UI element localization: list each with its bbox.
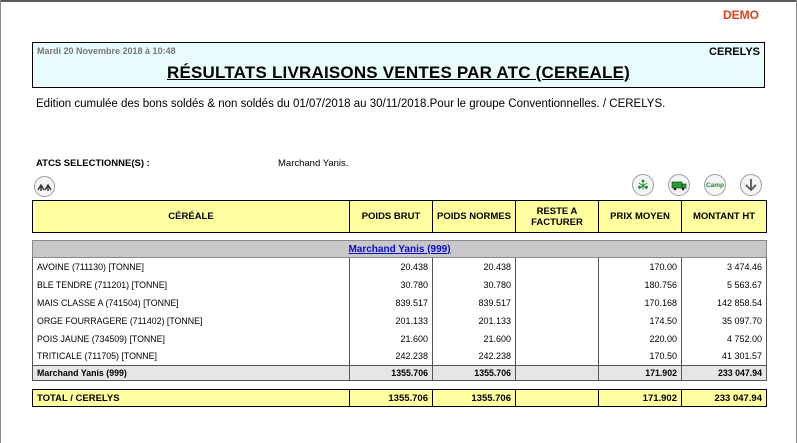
atc-selection-label: ATCS SELECTIONNE(S) : — [36, 158, 150, 169]
cell-prix: 170.168 — [599, 294, 682, 312]
subtotal-prix: 171.902 — [599, 366, 682, 381]
download-arrow-icon[interactable] — [740, 174, 762, 196]
subtotal-montant: 233 047.94 — [682, 366, 767, 381]
excel-snowflake-icon[interactable] — [632, 174, 654, 196]
group-row — [33, 241, 767, 258]
cell-prix: 180.756 — [599, 276, 682, 294]
subtotal-poids-brut: 1355.706 — [350, 366, 433, 381]
column-header-reste-a-facturer: RESTE A FACTURER — [516, 201, 599, 233]
organization-name: CERELYS — [709, 46, 760, 58]
cell-prix: 220.00 — [599, 330, 682, 348]
cell-prix: 170.50 — [599, 348, 682, 366]
cell-montant: 41 301.57 — [682, 348, 767, 366]
cell-poids-normes: 242.238 — [433, 348, 516, 366]
window-left-border — [0, 0, 1, 443]
total-reste — [516, 390, 599, 407]
cell-poids-brut: 21.600 — [350, 330, 433, 348]
table-row — [33, 276, 767, 294]
cell-poids-brut: 20.438 — [350, 258, 433, 276]
cell-poids-brut: 839.517 — [350, 294, 433, 312]
total-poids-normes: 1355.706 — [433, 390, 516, 407]
page-title: RÉSULTATS LIVRAISONS VENTES PAR ATC (CEREALE) — [167, 63, 630, 82]
table-row — [33, 348, 767, 366]
cell-reste — [516, 312, 599, 330]
cell-cereale: ORGE FOURRAGERE (711402) [TONNE] — [33, 312, 350, 330]
table-row — [33, 330, 767, 348]
column-header-montant-ht: MONTANT HT — [682, 201, 767, 233]
column-header-cereale: CÉRÉALE — [33, 201, 350, 233]
total-label: TOTAL / CERELYS — [33, 390, 350, 407]
cell-montant: 4 752.00 — [682, 330, 767, 348]
cell-cereale: POIS JAUNE (734509) [TONNE] — [33, 330, 350, 348]
report-header — [32, 42, 765, 88]
cell-cereale: MAIS CLASSE A (741504) [TONNE] — [33, 294, 350, 312]
demo-watermark: DEMO — [723, 8, 759, 22]
report-subtitle: Edition cumulée des bons soldés & non soldés du 01/07/2018 au 30/11/2018.Pour le groupe Conventionnelles. / CERELYS. — [36, 98, 666, 110]
truck-icon[interactable] — [668, 174, 690, 196]
cell-poids-brut: 242.238 — [350, 348, 433, 366]
cell-cereale: BLE TENDRE (711201) [TONNE] — [33, 276, 350, 294]
cell-prix: 170.00 — [599, 258, 682, 276]
report-date: Mardi 20 Novembre 2018 à 10:48 — [37, 46, 176, 56]
cell-poids-normes: 201.133 — [433, 312, 516, 330]
total-poids-brut: 1355.706 — [350, 390, 433, 407]
cell-poids-brut: 30.780 — [350, 276, 433, 294]
cell-montant: 5 563.67 — [682, 276, 767, 294]
cell-montant: 3 474.46 — [682, 258, 767, 276]
table-header-row — [33, 201, 767, 233]
double-chevron-up-icon[interactable] — [34, 176, 55, 197]
cell-reste — [516, 258, 599, 276]
cell-poids-normes: 21.600 — [433, 330, 516, 348]
window-top-border — [0, 0, 797, 2]
column-header-poids-normes: POIDS NORMES — [433, 201, 516, 233]
cell-reste — [516, 276, 599, 294]
cell-reste — [516, 348, 599, 366]
column-header-poids-brut: POIDS BRUT — [350, 201, 433, 233]
cell-poids-normes: 20.438 — [433, 258, 516, 276]
cell-montant: 35 097.70 — [682, 312, 767, 330]
total-row — [33, 390, 767, 407]
camp-icon[interactable] — [704, 174, 726, 196]
total-prix: 171.902 — [599, 390, 682, 407]
cell-montant: 142 858.54 — [682, 294, 767, 312]
subtotal-row — [33, 366, 767, 381]
cell-reste — [516, 294, 599, 312]
cell-poids-normes: 30.780 — [433, 276, 516, 294]
cell-cereale: AVOINE (711130) [TONNE] — [33, 258, 350, 276]
atc-selection-value: Marchand Yanis. — [278, 158, 349, 169]
cell-cereale: TRITICALE (711705) [TONNE] — [33, 348, 350, 366]
camp-icon-label: Camp — [705, 181, 725, 189]
table-row — [33, 312, 767, 330]
table-row — [33, 294, 767, 312]
subtotal-label: Marchand Yanis (999) — [33, 366, 350, 381]
column-header-prix-moyen: PRIX MOYEN — [599, 201, 682, 233]
total-montant: 233 047.94 — [682, 390, 767, 407]
subtotal-poids-normes: 1355.706 — [433, 366, 516, 381]
subtotal-reste — [516, 366, 599, 381]
cell-reste — [516, 330, 599, 348]
group-link[interactable]: Marchand Yanis (999) — [348, 243, 451, 255]
cell-poids-normes: 839.517 — [433, 294, 516, 312]
results-table — [32, 200, 767, 407]
cell-prix: 174.50 — [599, 312, 682, 330]
cell-poids-brut: 201.133 — [350, 312, 433, 330]
table-row — [33, 258, 767, 276]
